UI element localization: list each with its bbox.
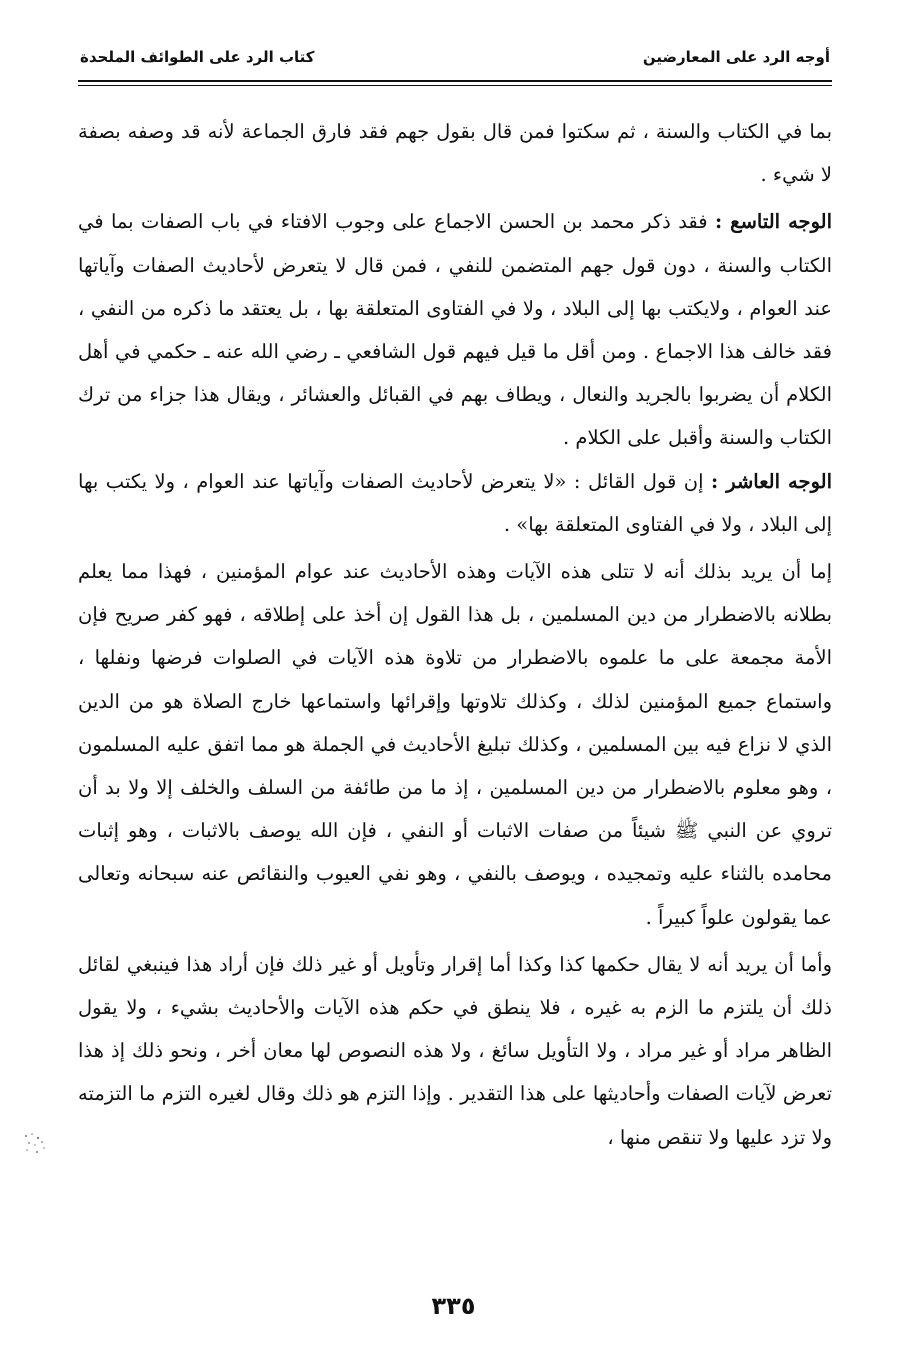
scan-speckle-mark <box>18 1126 52 1160</box>
header-book-title: كتاب الرد على الطوائف الملحدة <box>80 48 315 66</box>
paragraph-5 <box>78 943 832 1159</box>
paragraph-3-lead: الوجه العاشر : <box>710 469 832 493</box>
paragraph-2-text: فقد ذكر محمد بن الحسن الاجماع على وجوب الافتاء في باب الصفات بما في الكتاب والسنة ، دون قول جهم المتضمن للنفي ، فمن قال لا يتعرض لأحاديث الصفات وآياتها عند العوام ، ولايكتب بها إلى البلاد ، ولا في الفتاوى المتعلقة بها ، بل يعتقد ما ذكره من النفي ، فقد خالف هذا الاجماع . ومن أقل ما قيل فيهم قول الشافعي ـ رضي الله عنه ـ حكمي في أهل الكلام أن يضربوا بالجريد والنعال ، ويطاف بهم في القبائل والعشائر ، ويقال هذا جزاء من ترك الكتاب والسنة وأقبل على الكلام . <box>78 210 832 450</box>
header-chapter-title: أوجه الرد على المعارضين <box>642 48 830 66</box>
body-text <box>78 110 832 1159</box>
paragraph-1-text: بما في الكتاب والسنة ، ثم سكتوا فمن قال بقول جهم فقد فارق الجماعة لأنه قد وصفه بصفة لا شيء . <box>78 120 832 187</box>
running-header <box>80 40 830 74</box>
paragraph-5-text: وأما أن يريد أنه لا يقال حكمها كذا وكذا أما إقرار وتأويل أو غير ذلك فإن أراد هذا فينبغي لقائل ذلك أن يلتزم ما الزم به غيره ، فلا ينطق في حكم هذه الآيات والأحاديث بشيء ، ولا يقول الظاهر مراد أو غير مراد ، ولا التأويل سائغ ، ولا هذه النصوص لها معان أخر ، ونحو ذلك إذ هذا تعرض لآيات الصفات وأحاديثها على هذا التقدير . وإذا التزم هو ذلك وقال لغيره التزم ما التزمته ولا تزد عليها ولا تنقص منها ، <box>78 952 832 1149</box>
paragraph-1 <box>78 110 832 196</box>
paragraph-3-text: إن قول القائل : «لا يتعرض لأحاديث الصفات وآياتها عند العوام ، ولا يكتب بها إلى البلاد ، ولا في الفتاوى المتعلقة بها» . <box>78 469 832 536</box>
paragraph-2-lead: الوجه التاسع : <box>715 210 833 234</box>
page-number: ٣٣٥ <box>431 1292 476 1320</box>
header-rule-thin <box>78 85 832 86</box>
paragraph-4 <box>78 550 832 939</box>
paragraph-2 <box>78 200 832 459</box>
header-rule <box>78 80 832 82</box>
paragraph-4-text: إما أن يريد بذلك أنه لا تتلى هذه الآيات وهذه الأحاديث عند عوام المؤمنين ، فهذا مما يعلم بطلانه بالاضطرار من دين المسلمين ، بل هذا القول إن أخذ على إطلاقه ، فهو كفر صريح فإن الأمة مجمعة على ما علموه بالاضطرار من تلاوة هذه الآيات في الصلوات فرضها ونفلها ، واستماع جميع المؤمنين لذلك ، وكذلك تلاوتها وإقرائها واستماعها خارج الصلاة هو من الدين الذي لا نزاع فيه بين المسلمين ، وكذلك تبليغ الأحاديث في الجملة هو مما اتفق عليه المسلمون ، وهو معلوم بالاضطرار من دين المسلمين ، إذ ما من طائفة من السلف والخلف إلا ولا بد أن تروي عن النبي ﷺ شيئاً من صفات الاثبات أو النفي ، فإن الله يوصف بالاثبات ، وهو إثبات محامده بالثناء عليه وتمجيده ، ويوصف بالنفي ، وهو نفي العيوب والنقائص عنه سبحانه وتعالى عما يقولون علواً كبيراً . <box>78 560 832 929</box>
paragraph-3 <box>78 460 832 546</box>
